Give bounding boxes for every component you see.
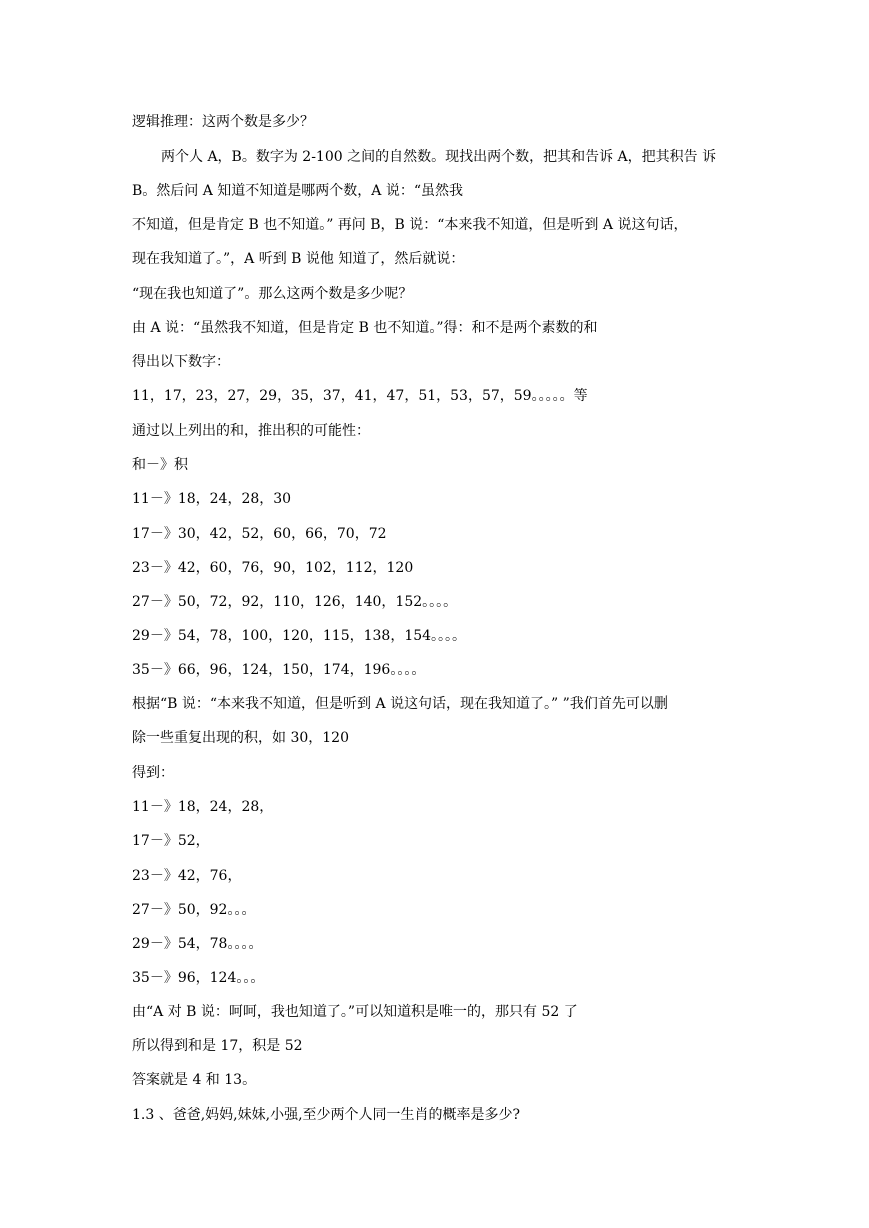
product-row: 35－》66，96，124，150，174，196。。。。: [132, 662, 426, 678]
product-row: 11－》18，24，28，30: [132, 491, 292, 507]
problem-line: 不知道，但是肯定 B 也不知道。” 再问 B，B 说：“本来我不知道，但是听到 A 说这句话，: [132, 217, 688, 233]
table-header: 和－》积: [132, 457, 188, 473]
solution-line: 通过以上列出的和，推出积的可能性：: [132, 423, 370, 439]
product-row: 17－》30，42，52，60，66，70，72: [132, 526, 387, 542]
solution-line: 所以得到和是 17，积是 52: [132, 1038, 303, 1054]
question-title: 逻辑推理：这两个数是多少？: [132, 114, 314, 130]
problem-line: 现在我知道了。”，A 听到 B 说他 知道了，然后就说：: [132, 251, 465, 267]
problem-line: B。然后问 A 知道不知道是哪两个数，A 说：“虽然我: [132, 183, 464, 199]
solution-line: 得出以下数字：: [132, 354, 230, 370]
solution-line: 除一些重复出现的积，如 30，120: [132, 730, 349, 746]
product-row: 27－》50，72，92，110，126，140，152。。。。: [132, 594, 458, 610]
filtered-row: 11－》18，24，28，: [132, 799, 274, 815]
product-row: 23－》42，60，76，90，102，112，120: [132, 560, 414, 576]
problem-line: “现在我也知道了”。那么这两个数是多少呢？: [132, 286, 413, 302]
solution-line: 根据“B 说：“本来我不知道，但是听到 A 说这句话，现在我知道了。” ”我们首先可以删: [132, 696, 668, 712]
solution-line: 由“A 对 B 说：呵呵，我也知道了。”可以知道积是唯一的，那只有 52 了: [132, 1004, 578, 1020]
problem-line: 两个人 A，B。数字为 2-100 之间的自然数。现找出两个数，把其和告诉 A，把其积告 诉: [161, 149, 717, 165]
filtered-row: 29－》54，78。。。。: [132, 936, 263, 952]
solution-line: 由 A 说：“虽然我不知道，但是肯定 B 也不知道。”得：和不是两个素数的和: [132, 320, 598, 336]
sum-list: 11，17，23，27，29，35，37，41，47，51，53，57，59。。。。。等: [132, 388, 588, 404]
filtered-row: 35－》96，124。。。: [132, 970, 265, 986]
product-row: 29－》54，78，100，120，115，138，154。。。。: [132, 628, 467, 644]
filtered-row: 27－》50，92。。。: [132, 902, 256, 918]
solution-line: 得到：: [132, 765, 174, 781]
answer-line: 答案就是 4 和 13。: [132, 1072, 257, 1088]
filtered-row: 23－》42，76，: [132, 868, 242, 884]
filtered-row: 17－》52，: [132, 833, 210, 849]
next-question-title: 1.3 、爸爸,妈妈,妹妹,小强,至少两个人同一生肖的概率是多少?: [132, 1107, 521, 1123]
